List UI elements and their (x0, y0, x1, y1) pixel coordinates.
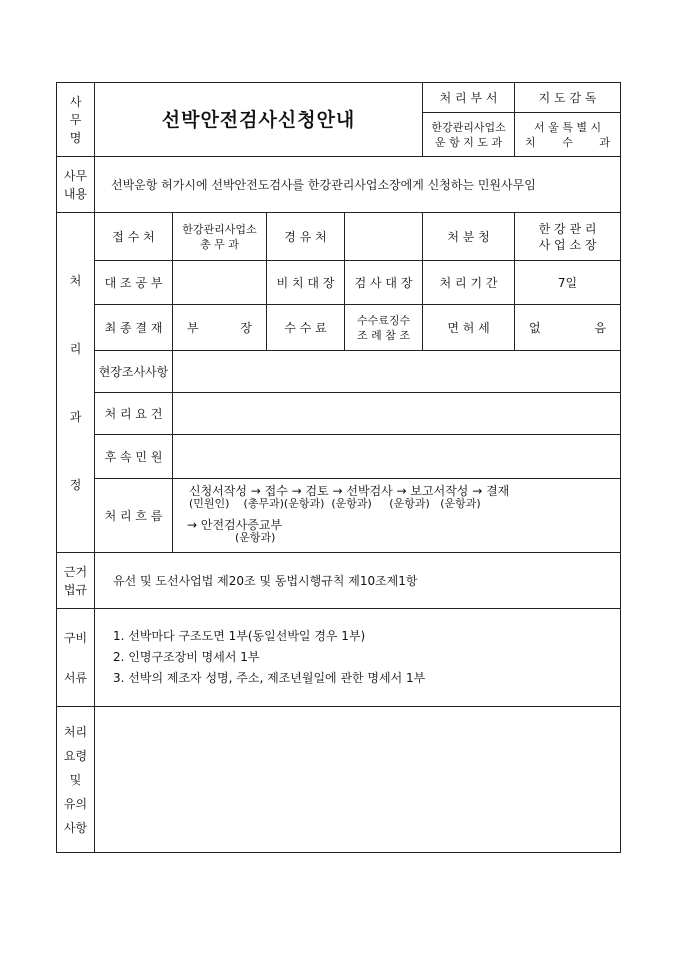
content-label: 사무 내용 (57, 157, 95, 213)
docs-label: 구비 서류 (57, 609, 95, 707)
list-item: 1. 선박마다 구조도면 1부(동일선박일 경우 1부) (113, 629, 366, 643)
keep-label: 비 치 대 장 (267, 261, 345, 305)
docs-list (95, 609, 621, 707)
page-title: 선박안전검사신청안내 (95, 83, 423, 157)
process-flow-label: 처 리 흐 름 (95, 479, 173, 553)
inspect-label: 검 사 대 장 (345, 261, 423, 305)
via-label: 경 유 처 (267, 213, 345, 261)
period-label: 처 리 기 간 (423, 261, 515, 305)
final-value-part2: 장 (240, 320, 252, 335)
side-char: 처 (69, 273, 82, 288)
list-item: 3. 선박의 제조자 성명, 주소, 제조년월일에 관한 명세서 1부 (113, 671, 426, 685)
site-investigation-label: 현장조사사항 (95, 351, 173, 393)
requirements-label: 처 리 요 건 (95, 393, 173, 435)
flow-line1: 신청서작성 → 접수 → 검토 → 선박검사 → 보고서작성 → 결재 (189, 484, 510, 498)
receiver-value-line2: 총 무 과 (200, 237, 239, 251)
final-value-part1: 부 (187, 320, 199, 335)
follow-up-value (173, 435, 621, 479)
disposal-value-line1: 한 강 관 리 (538, 221, 597, 236)
notes-label: 처리 요령 및 유의 사항 (57, 707, 95, 853)
supervise-value-line2: 치 수 과 (525, 135, 611, 149)
content-text: 선박운항 허가시에 선박안전도검사를 한강관리사업소장에게 신청하는 민원사무임 (95, 157, 621, 213)
fee-reference (345, 305, 423, 351)
dept-value-line1: 한강관리사업소 (431, 120, 506, 134)
header-section-label: 사 무 명 (57, 83, 95, 157)
requirements-value (173, 393, 621, 435)
process-flow (173, 479, 621, 553)
fee-ref-line2: 조 례 참 조 (357, 328, 411, 342)
supervise-label: 지 도 감 독 (515, 83, 621, 113)
notes-value (95, 707, 621, 853)
supervise-value-line1: 서 울 특 별 시 (533, 120, 602, 134)
supervise-value (515, 113, 621, 157)
ledger-label: 대 조 공 부 (95, 261, 173, 305)
final-approval-label: 최 종 결 재 (95, 305, 173, 351)
license-tax-value (515, 305, 621, 351)
follow-up-label: 후 속 민 원 (95, 435, 173, 479)
side-char: 정 (69, 477, 82, 492)
flow-line2-sub: (운항과) (235, 531, 276, 544)
process-side-label (57, 213, 95, 553)
receiver-value (173, 213, 267, 261)
dept-label: 처 리 부 서 (423, 83, 515, 113)
legal-text: 유선 및 도선사업법 제20조 및 동법시행규칙 제10조제1항 (95, 553, 621, 609)
fee-label: 수 수 료 (267, 305, 345, 351)
final-approval-value (173, 305, 267, 351)
tax-value-part2: 음 (594, 320, 607, 335)
period-value: 7일 (515, 261, 621, 305)
license-tax-label: 면 허 세 (423, 305, 515, 351)
via-value (345, 213, 423, 261)
side-char: 과 (69, 409, 82, 424)
dept-value-line2: 운 항 지 도 과 (434, 135, 503, 149)
flow-line1-sub: (민원인) (총무과)(운항과) (운항과) (운항과) (운항과) (189, 497, 481, 510)
receiver-value-line1: 한강관리사업소 (182, 222, 257, 236)
ledger-value (173, 261, 267, 305)
receiver-label: 접 수 처 (95, 213, 173, 261)
disposal-label: 처 분 청 (423, 213, 515, 261)
list-item: 2. 인명구조장비 명세서 1부 (113, 650, 260, 664)
legal-label: 근거 법규 (57, 553, 95, 609)
flow-line2: → 안전검사증교부 (187, 518, 283, 532)
side-char: 리 (69, 341, 82, 356)
application-form (56, 82, 620, 853)
disposal-value-line2: 사 업 소 장 (538, 237, 597, 252)
fee-ref-line1: 수수료징수 (356, 313, 411, 327)
tax-value-part1: 없 (529, 320, 541, 335)
dept-value (423, 113, 515, 157)
site-investigation-value (173, 351, 621, 393)
disposal-value (515, 213, 621, 261)
